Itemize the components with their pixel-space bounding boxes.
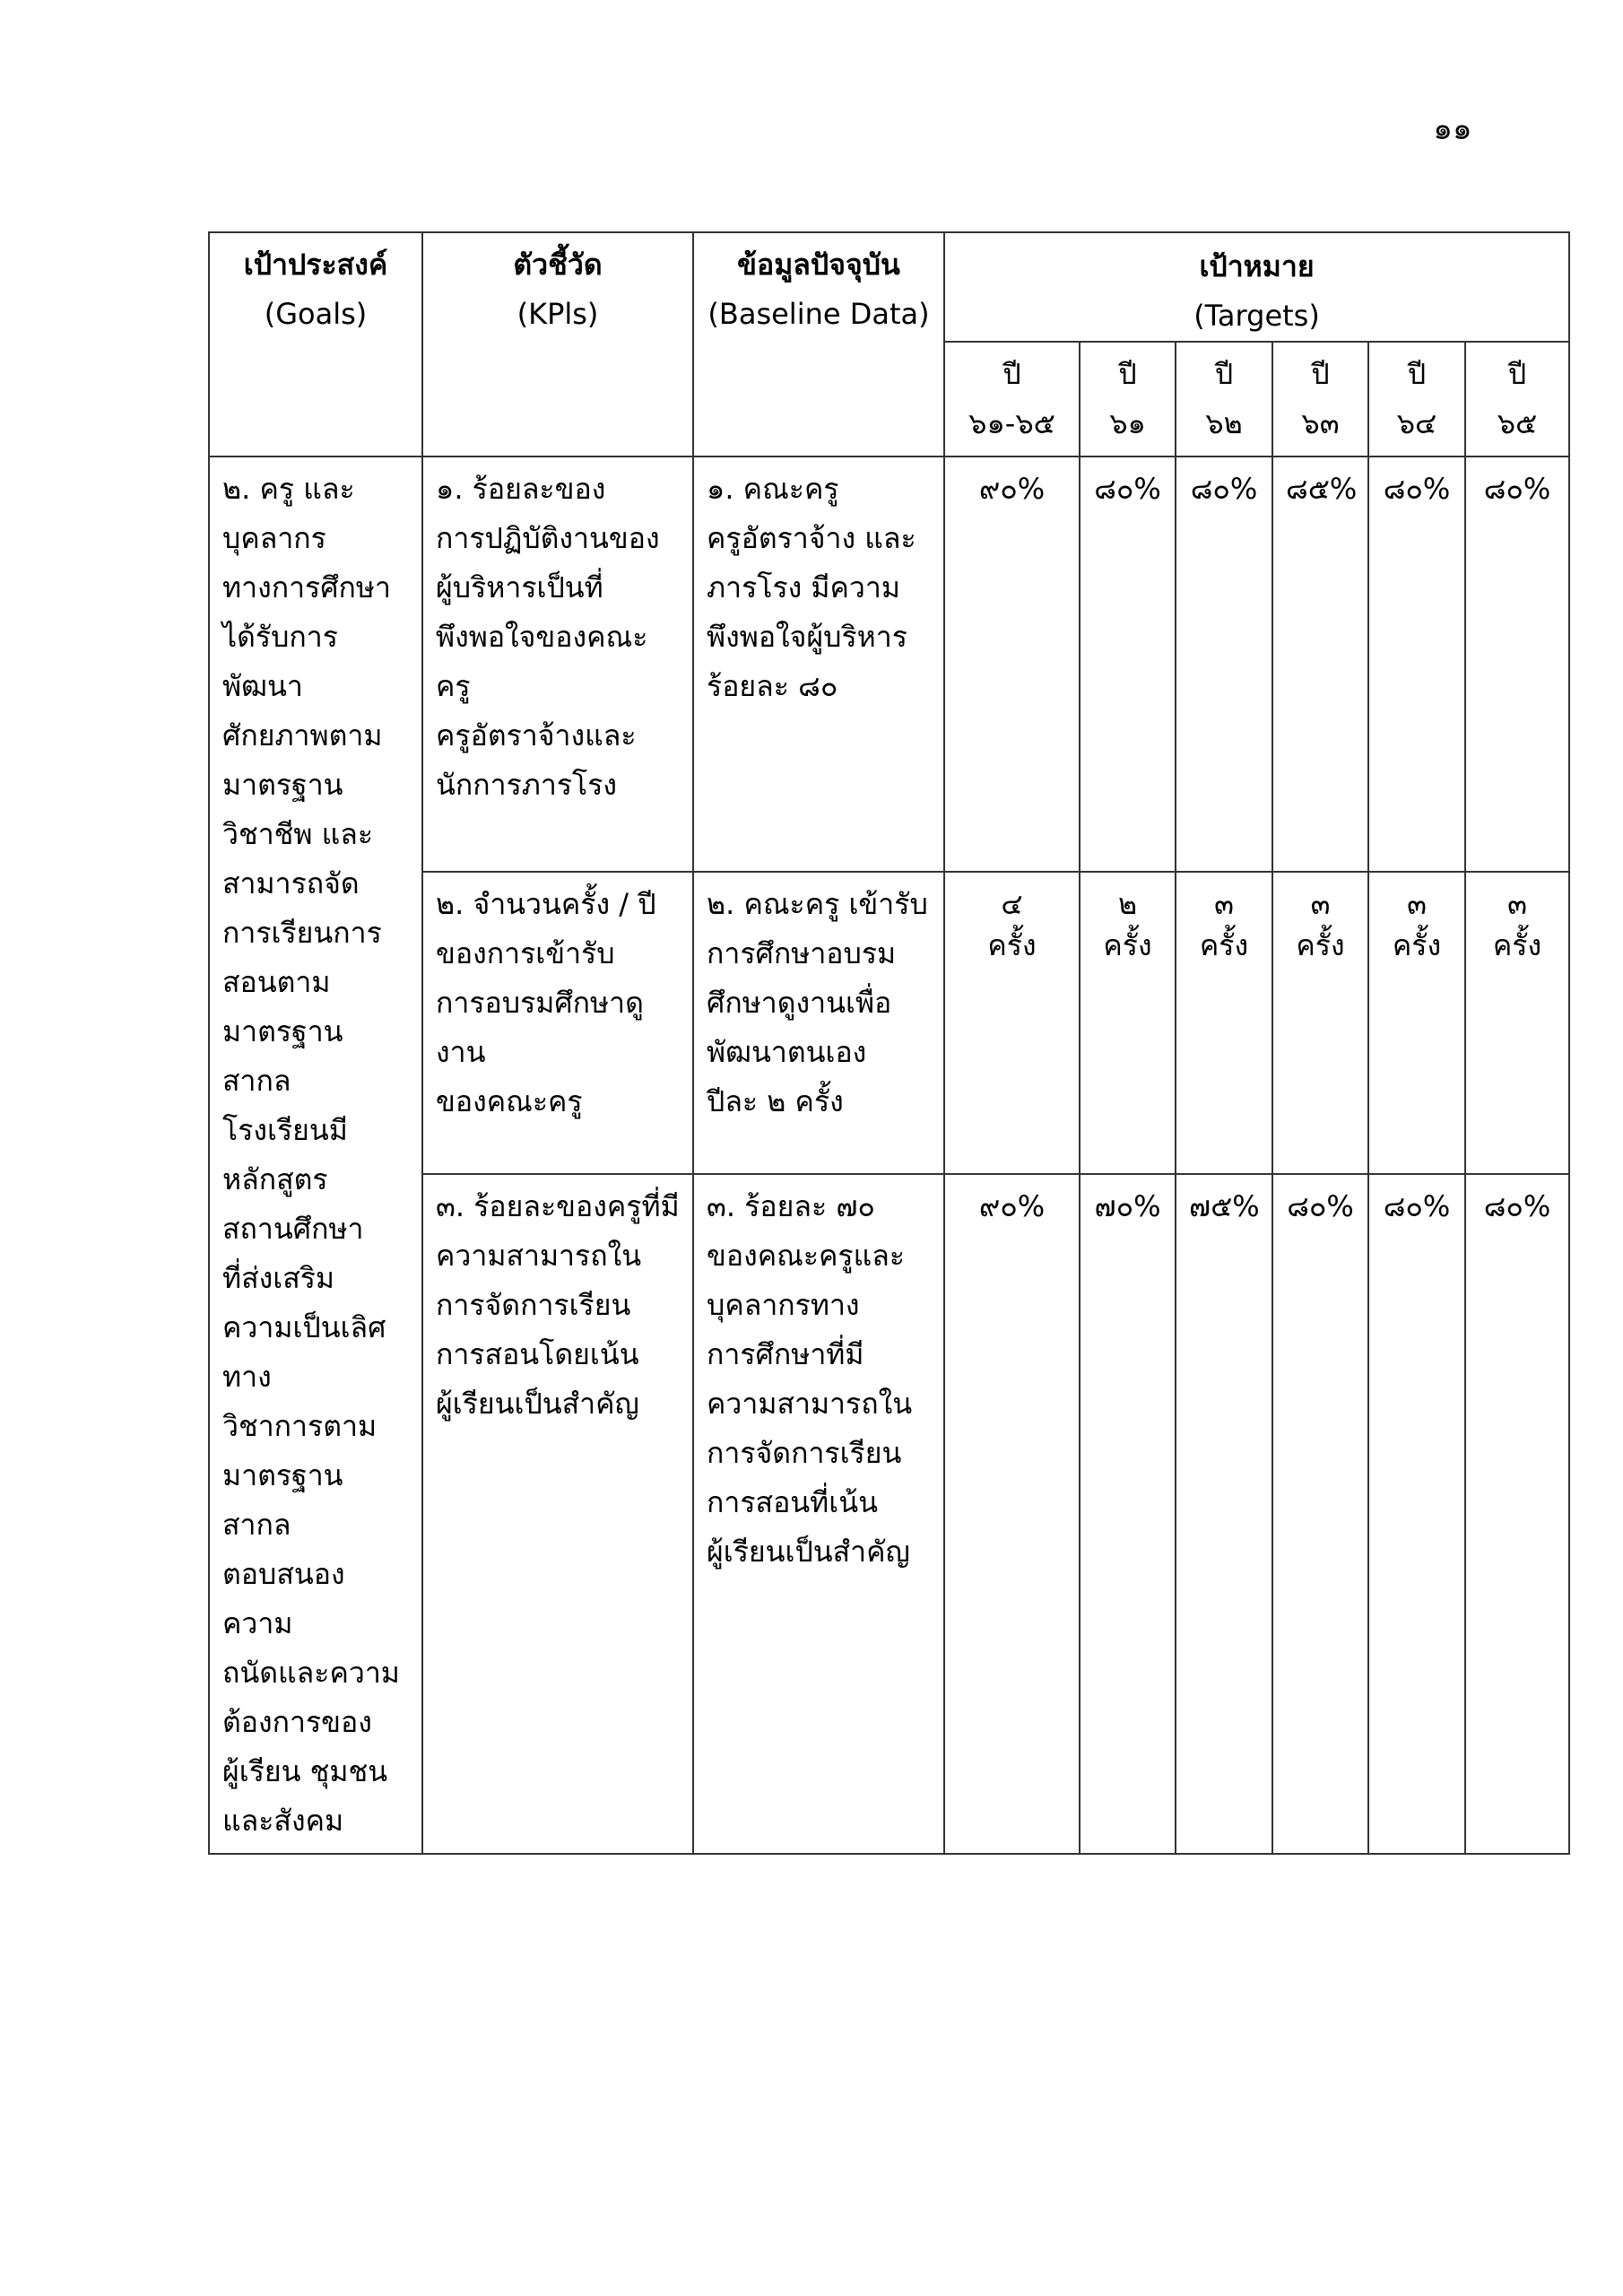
baseline-line: ศึกษาดูงานเพื่อ — [707, 986, 892, 1021]
baseline-line: ปีละ ๒ ครั้ง — [707, 1084, 844, 1119]
kpi-line: ผู้บริหารเป็นที่ — [436, 570, 603, 604]
header-goals — [209, 232, 422, 457]
kpi-line: การสอนโดยเน้น — [436, 1336, 639, 1371]
target-value: ๘๐% — [1272, 1174, 1368, 1854]
kpi-cell — [422, 457, 693, 872]
target-value: ๗๐% — [1080, 1174, 1176, 1854]
year-word: ปี — [1507, 357, 1527, 391]
kpi-line: การอบรมศึกษาดูงาน — [436, 986, 644, 1070]
baseline-cell — [693, 872, 944, 1174]
header-baseline-thai: ข้อมูลปัจจุบัน — [737, 248, 900, 282]
baseline-line: การสอนที่เน้น — [707, 1484, 878, 1519]
goal-line: การเรียนการ — [222, 916, 382, 950]
goal-line: ที่ส่งเสริม — [222, 1261, 334, 1295]
baseline-line: การศึกษาอบรม — [707, 936, 897, 971]
kpi-cell — [422, 872, 693, 1174]
kpi-line: ครูอัตราจ้างและ — [436, 718, 637, 752]
target-value: ๘๐% — [1465, 1174, 1569, 1854]
target-value: ๙๐% — [944, 457, 1080, 872]
target-count — [1272, 872, 1368, 1174]
kpi-line: ๒. จำนวนครั้ง / ปี — [436, 887, 656, 922]
kpi-line: นักการภารโรง — [436, 768, 618, 802]
kpi-cell — [422, 1174, 693, 1854]
baseline-line: ความสามารถใน — [707, 1386, 913, 1421]
target-value: ๘๐% — [1176, 457, 1272, 872]
header-year — [1176, 342, 1272, 457]
baseline-line: ร้อยละ ๘๐ — [707, 669, 838, 703]
goal-line: โรงเรียนมี — [222, 1113, 348, 1147]
goal-line: ๒. ครู และ — [222, 472, 355, 506]
baseline-cell — [693, 1174, 944, 1854]
goal-line: หลักสูตร — [222, 1162, 328, 1196]
baseline-line: ภารโรง มีความ — [707, 570, 900, 604]
goal-line: มาตรฐานสากล — [222, 1014, 343, 1098]
goal-line: ถนัดและความ — [222, 1656, 400, 1690]
kpi-line: ของการเข้ารับ — [436, 936, 615, 971]
goal-line: วิชาการตาม — [222, 1409, 378, 1443]
target-value: ๘๐% — [1368, 457, 1465, 872]
kpi-line: การจัดการเรียน — [436, 1287, 631, 1322]
kpi-line: ของคณะครู — [436, 1084, 583, 1119]
kpi-line: ความสามารถใน — [436, 1238, 642, 1273]
count-unit: ครั้ง — [1199, 928, 1249, 963]
header-targets — [944, 232, 1569, 342]
count-unit: ครั้ง — [987, 928, 1037, 963]
year-value: ๖๓ — [1301, 406, 1340, 440]
target-count — [1176, 872, 1272, 1174]
kpi-line: ๓. ร้อยละของครูที่มี — [436, 1188, 680, 1223]
year-word: ปี — [1002, 357, 1021, 391]
year-value: ๖๑-๖๕ — [968, 406, 1055, 440]
target-count — [944, 872, 1080, 1174]
year-value: ๖๒ — [1205, 406, 1243, 440]
goal-line: และสังคม — [222, 1804, 344, 1838]
count-unit: ครั้ง — [1392, 928, 1442, 963]
count-unit: ครั้ง — [1103, 928, 1152, 963]
header-goals-thai: เป้าประสงค์ — [243, 248, 388, 282]
baseline-line: ของคณะครูและ — [707, 1238, 906, 1273]
target-value: ๗๕% — [1176, 1174, 1272, 1854]
goal-line: วิชาชีพ และ — [222, 817, 374, 851]
goal-line: สอนตาม — [222, 965, 331, 999]
count-number: ๒ — [1117, 887, 1138, 922]
count-number: ๔ — [1001, 887, 1023, 922]
target-count — [1080, 872, 1176, 1174]
target-value: ๘๐% — [1080, 457, 1176, 872]
kpi-line: การปฏิบัติงานของ — [436, 521, 660, 555]
goal-line: ต้องการของ — [222, 1705, 372, 1739]
target-value: ๘๕% — [1272, 457, 1368, 872]
baseline-line: ๓. ร้อยละ ๗๐ — [707, 1188, 875, 1223]
goal-line: มาตรฐานสากล — [222, 1458, 343, 1542]
header-year — [1080, 342, 1176, 457]
header-year — [1368, 342, 1465, 457]
header-kpis-english: (KPls) — [516, 297, 599, 331]
header-year — [1272, 342, 1368, 457]
goal-line: บุคลากร — [222, 521, 326, 555]
goal-line: สามารถจัด — [222, 866, 360, 900]
header-kpis — [422, 232, 693, 457]
baseline-line: ๑. คณะครู — [707, 472, 839, 506]
baseline-line: ครูอัตราจ้าง และ — [707, 521, 916, 555]
goal-line: ความเป็นเลิศทาง — [222, 1310, 386, 1394]
header-targets-english: (Targets) — [1193, 299, 1320, 333]
target-value: ๘๐% — [1465, 457, 1569, 872]
header-targets-thai: เป้าหมาย — [1199, 249, 1315, 283]
goal-cell — [209, 457, 422, 1854]
goal-line: ศักยภาพตาม — [222, 718, 383, 752]
year-value: ๖๕ — [1497, 406, 1538, 440]
target-count — [1368, 872, 1465, 1174]
count-unit: ครั้ง — [1492, 928, 1542, 963]
baseline-line: พัฒนาตนเอง — [707, 1035, 867, 1070]
baseline-line: ๒. คณะครู เข้ารับ — [707, 887, 928, 922]
kpi-line: พึงพอใจของคณะครู — [436, 620, 648, 703]
strategy-table — [208, 231, 1570, 1855]
kpi-line: ๑. ร้อยละของ — [436, 472, 606, 506]
header-year — [1465, 342, 1569, 457]
goal-line: มาตรฐาน — [222, 768, 343, 802]
header-baseline — [693, 232, 944, 457]
year-value: ๖๔ — [1396, 406, 1437, 440]
baseline-line: พึงพอใจผู้บริหาร — [707, 620, 907, 654]
baseline-line: บุคลากรทาง — [707, 1287, 860, 1322]
count-number: ๓ — [1214, 887, 1234, 922]
kpi-line: ผู้เรียนเป็นสำคัญ — [436, 1386, 639, 1421]
count-unit: ครั้ง — [1296, 928, 1345, 963]
goal-line: ตอบสนองความ — [222, 1557, 345, 1640]
header-kpis-thai: ตัวชี้วัด — [513, 248, 603, 282]
goal-line: ได้รับการพัฒนา — [222, 620, 338, 703]
count-number: ๓ — [1507, 887, 1527, 922]
header-baseline-english: (Baseline Data) — [707, 297, 930, 331]
baseline-line: การศึกษาที่มี — [707, 1336, 864, 1371]
year-value: ๖๑ — [1109, 406, 1146, 440]
target-count — [1465, 872, 1569, 1174]
count-number: ๓ — [1407, 887, 1427, 922]
year-word: ปี — [1214, 357, 1234, 391]
baseline-line: การจัดการเรียน — [707, 1435, 902, 1470]
year-word: ปี — [1311, 357, 1330, 391]
count-number: ๓ — [1310, 887, 1331, 922]
goal-line: ทางการศึกษา — [222, 570, 391, 604]
header-row-top — [209, 232, 1569, 342]
baseline-cell — [693, 457, 944, 872]
header-year — [944, 342, 1080, 457]
goal-line: ผู้เรียน ชุมชน — [222, 1754, 388, 1788]
header-goals-english: (Goals) — [264, 297, 368, 331]
goal-line: สถานศึกษา — [222, 1212, 364, 1246]
table-row — [209, 457, 1569, 872]
page-number: ๑๑ — [1433, 111, 1472, 147]
baseline-line: ผู้เรียนเป็นสำคัญ — [707, 1534, 910, 1569]
year-word: ปี — [1407, 357, 1427, 391]
target-value: ๘๐% — [1368, 1174, 1465, 1854]
target-value: ๙๐% — [944, 1174, 1080, 1854]
year-word: ปี — [1118, 357, 1137, 391]
